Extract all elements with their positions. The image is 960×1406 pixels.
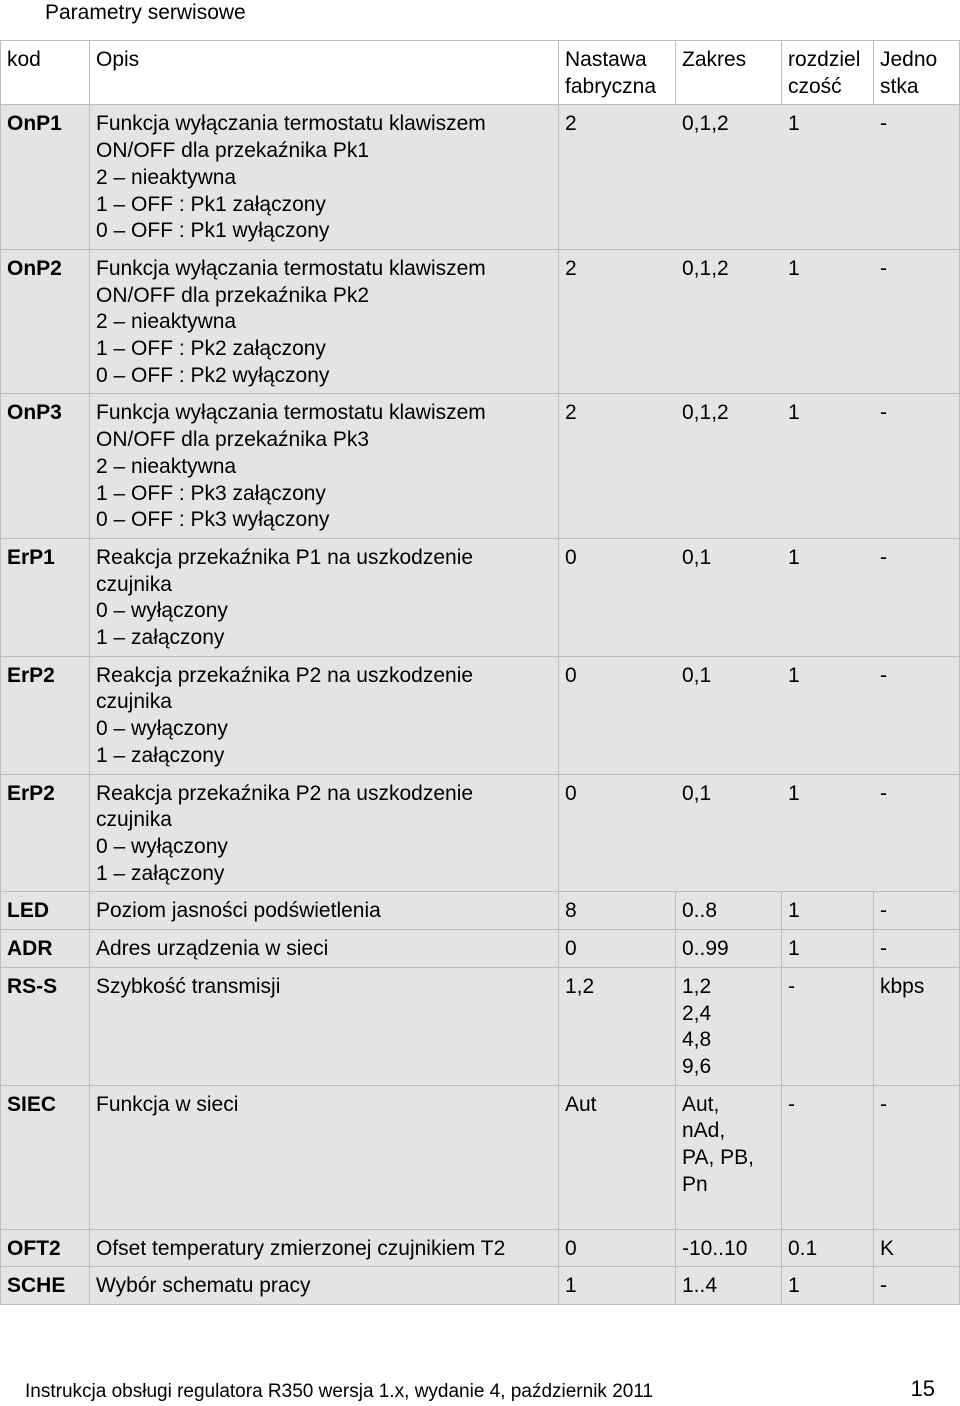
cell-range: 0,1 [676, 656, 782, 774]
header-resolution: rozdziel czość [782, 41, 874, 105]
cell-code: ErP1 [1, 538, 90, 656]
cell-resolution: 1 [782, 105, 874, 250]
cell-unit: - [874, 930, 960, 968]
cell-code: ErP2 [1, 774, 90, 892]
table-row [1, 1085, 960, 1229]
cell-resolution: - [782, 967, 874, 1085]
table-row [1, 774, 960, 892]
cell-unit: - [874, 774, 960, 892]
cell-unit: - [874, 249, 960, 394]
table-row [1, 967, 960, 1085]
cell-description: Funkcja wyłączania termostatu klawiszem ON/OFF dla przekaźnika Pk3 2 – nieaktywna 1 – OFF : Pk3 załączony 0 – OFF : Pk3 wyłączony [90, 394, 559, 539]
cell-unit: kbps [874, 967, 960, 1085]
cell-code: ErP2 [1, 656, 90, 774]
cell-resolution: - [782, 1085, 874, 1229]
cell-code: OnP3 [1, 394, 90, 539]
table-row [1, 892, 960, 930]
cell-code: ADR [1, 930, 90, 968]
cell-unit: - [874, 394, 960, 539]
table-body [1, 105, 960, 1305]
cell-code: SCHE [1, 1267, 90, 1305]
table-row [1, 538, 960, 656]
table-row [1, 930, 960, 968]
cell-code: RS-S [1, 967, 90, 1085]
cell-default: 0 [559, 538, 676, 656]
cell-default: 2 [559, 105, 676, 250]
table-row [1, 394, 960, 539]
header-description: Opis [90, 41, 559, 105]
cell-range: -10..10 [676, 1229, 782, 1267]
cell-description: Wybór schematu pracy [90, 1267, 559, 1305]
cell-code: OFT2 [1, 1229, 90, 1267]
cell-range: 0,1,2 [676, 394, 782, 539]
cell-description: Funkcja wyłączania termostatu klawiszem ON/OFF dla przekaźnika Pk1 2 – nieaktywna 1 – OFF : Pk1 załączony 0 – OFF : Pk1 wyłączony [90, 105, 559, 250]
service-parameters-table [0, 40, 960, 1305]
page-footer [25, 1378, 935, 1406]
cell-range: 0,1,2 [676, 105, 782, 250]
header-unit: Jedno stka [874, 41, 960, 105]
cell-resolution: 1 [782, 1267, 874, 1305]
cell-unit: - [874, 656, 960, 774]
footer-title: Instrukcja obsługi regulatora R350 wersja 1.x, wydanie 4, październik 2011 [25, 1381, 654, 1402]
cell-default: 0 [559, 774, 676, 892]
cell-default: 2 [559, 249, 676, 394]
cell-unit: - [874, 1267, 960, 1305]
cell-default: 2 [559, 394, 676, 539]
header-code: kod [1, 41, 90, 105]
cell-default: 1 [559, 1267, 676, 1305]
cell-default: 0 [559, 930, 676, 968]
cell-resolution: 1 [782, 656, 874, 774]
cell-unit: - [874, 538, 960, 656]
cell-unit: K [874, 1229, 960, 1267]
cell-description: Poziom jasności podświetlenia [90, 892, 559, 930]
cell-range: 0,1 [676, 774, 782, 892]
cell-default: 0 [559, 656, 676, 774]
table-row [1, 249, 960, 394]
cell-resolution: 1 [782, 774, 874, 892]
cell-range: 1,2 2,4 4,8 9,6 [676, 967, 782, 1085]
cell-range: Aut, nAd, PA, PB, Pn [676, 1085, 782, 1229]
table-row [1, 1267, 960, 1305]
cell-resolution: 1 [782, 892, 874, 930]
cell-range: 0..8 [676, 892, 782, 930]
cell-description: Ofset temperatury zmierzonej czujnikiem T2 [90, 1229, 559, 1267]
table-row [1, 1229, 960, 1267]
cell-range: 0,1,2 [676, 249, 782, 394]
table-row [1, 105, 960, 250]
cell-description: Reakcja przekaźnika P2 na uszkodzenie czujnika 0 – wyłączony 1 – załączony [90, 774, 559, 892]
cell-description: Funkcja wyłączania termostatu klawiszem ON/OFF dla przekaźnika Pk2 2 – nieaktywna 1 – OFF : Pk2 załączony 0 – OFF : Pk2 wyłączony [90, 249, 559, 394]
table-header-row [1, 41, 960, 105]
cell-resolution: 1 [782, 394, 874, 539]
cell-default: 8 [559, 892, 676, 930]
cell-code: OnP1 [1, 105, 90, 250]
cell-code: SIEC [1, 1085, 90, 1229]
cell-resolution: 1 [782, 930, 874, 968]
cell-range: 1..4 [676, 1267, 782, 1305]
cell-resolution: 1 [782, 538, 874, 656]
cell-default: Aut [559, 1085, 676, 1229]
cell-unit: - [874, 1085, 960, 1229]
cell-description: Adres urządzenia w sieci [90, 930, 559, 968]
cell-resolution: 1 [782, 249, 874, 394]
section-title: Parametry serwisowe [45, 1, 246, 24]
cell-default: 1,2 [559, 967, 676, 1085]
cell-description: Szybkość transmisji [90, 967, 559, 1085]
header-range: Zakres [676, 41, 782, 105]
cell-code: LED [1, 892, 90, 930]
cell-unit: - [874, 105, 960, 250]
cell-description: Reakcja przekaźnika P1 na uszkodzenie czujnika 0 – wyłączony 1 – załączony [90, 538, 559, 656]
cell-description: Reakcja przekaźnika P2 na uszkodzenie czujnika 0 – wyłączony 1 – załączony [90, 656, 559, 774]
cell-resolution: 0.1 [782, 1229, 874, 1267]
header-default: Nastawa fabryczna [559, 41, 676, 105]
cell-default: 0 [559, 1229, 676, 1267]
page-number: 15 [910, 1376, 935, 1401]
cell-code: OnP2 [1, 249, 90, 394]
cell-unit: - [874, 892, 960, 930]
cell-range: 0..99 [676, 930, 782, 968]
cell-range: 0,1 [676, 538, 782, 656]
table-row [1, 656, 960, 774]
cell-description: Funkcja w sieci [90, 1085, 559, 1229]
